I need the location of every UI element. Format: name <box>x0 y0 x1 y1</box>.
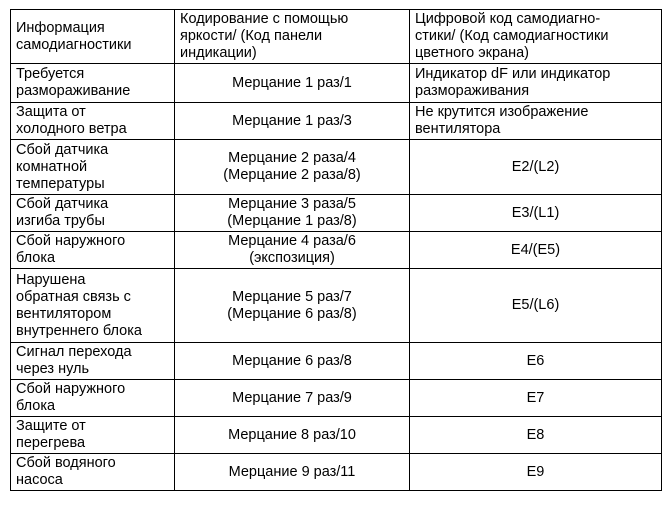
row-digital-code: Индикатор dF или индикатор размораживания <box>410 64 662 103</box>
row-digital-code: E7 <box>410 380 662 417</box>
row-brightness-code: Мерцание 4 раза/6 (экспозиция) <box>175 232 410 269</box>
row-info: Требуется размораживание <box>11 64 175 103</box>
row-brightness-code: Мерцание 5 раз/7 (Мерцание 6 раз/8) <box>175 269 410 343</box>
row-brightness-code: Мерцание 8 раз/10 <box>175 417 410 454</box>
row-info: Сбой наружного блока <box>11 232 175 269</box>
table-row <box>11 195 662 232</box>
row-info: Сбой датчика изгиба трубы <box>11 195 175 232</box>
row-digital-code: E9 <box>410 454 662 491</box>
row-digital-code: E4/(E5) <box>410 232 662 269</box>
row-info: Нарушена обратная связь с вентилятором внутреннего блока <box>11 269 175 343</box>
row-digital-code: Не крутится изображение вентилятора <box>410 103 662 140</box>
row-brightness-code: Мерцание 6 раз/8 <box>175 343 410 380</box>
table-row <box>11 343 662 380</box>
row-info: Защита от холодного ветра <box>11 103 175 140</box>
row-brightness-code: Мерцание 7 раз/9 <box>175 380 410 417</box>
row-info: Сбой водяного насоса <box>11 454 175 491</box>
row-digital-code: E5/(L6) <box>410 269 662 343</box>
header-info: Информация самодиагностики <box>11 10 175 64</box>
row-brightness-code: Мерцание 2 раза/4 (Мерцание 2 раза/8) <box>175 140 410 195</box>
table-header-row <box>11 10 662 64</box>
table-row <box>11 103 662 140</box>
row-info: Защите от перегрева <box>11 417 175 454</box>
row-brightness-code: Мерцание 9 раз/11 <box>175 454 410 491</box>
row-brightness-code: Мерцание 3 раза/5 (Мерцание 1 раз/8) <box>175 195 410 232</box>
row-info: Сбой датчика комнатной температуры <box>11 140 175 195</box>
table-row <box>11 269 662 343</box>
table-row <box>11 64 662 103</box>
header-brightness-code: Кодирование с помощью яркости/ (Код панели индикации) <box>175 10 410 64</box>
row-info: Сигнал перехода через нуль <box>11 343 175 380</box>
table-row <box>11 454 662 491</box>
row-brightness-code: Мерцание 1 раз/3 <box>175 103 410 140</box>
table-row <box>11 140 662 195</box>
row-digital-code: E2/(L2) <box>410 140 662 195</box>
header-digital-code: Цифровой код самодиагно- стики/ (Код самодиагностики цветного экрана) <box>410 10 662 64</box>
row-brightness-code: Мерцание 1 раз/1 <box>175 64 410 103</box>
table-row <box>11 380 662 417</box>
row-digital-code: E8 <box>410 417 662 454</box>
self-diagnostics-table <box>10 9 662 491</box>
table-row <box>11 417 662 454</box>
row-digital-code: E6 <box>410 343 662 380</box>
row-digital-code: E3/(L1) <box>410 195 662 232</box>
table-row <box>11 232 662 269</box>
row-info: Сбой наружного блока <box>11 380 175 417</box>
